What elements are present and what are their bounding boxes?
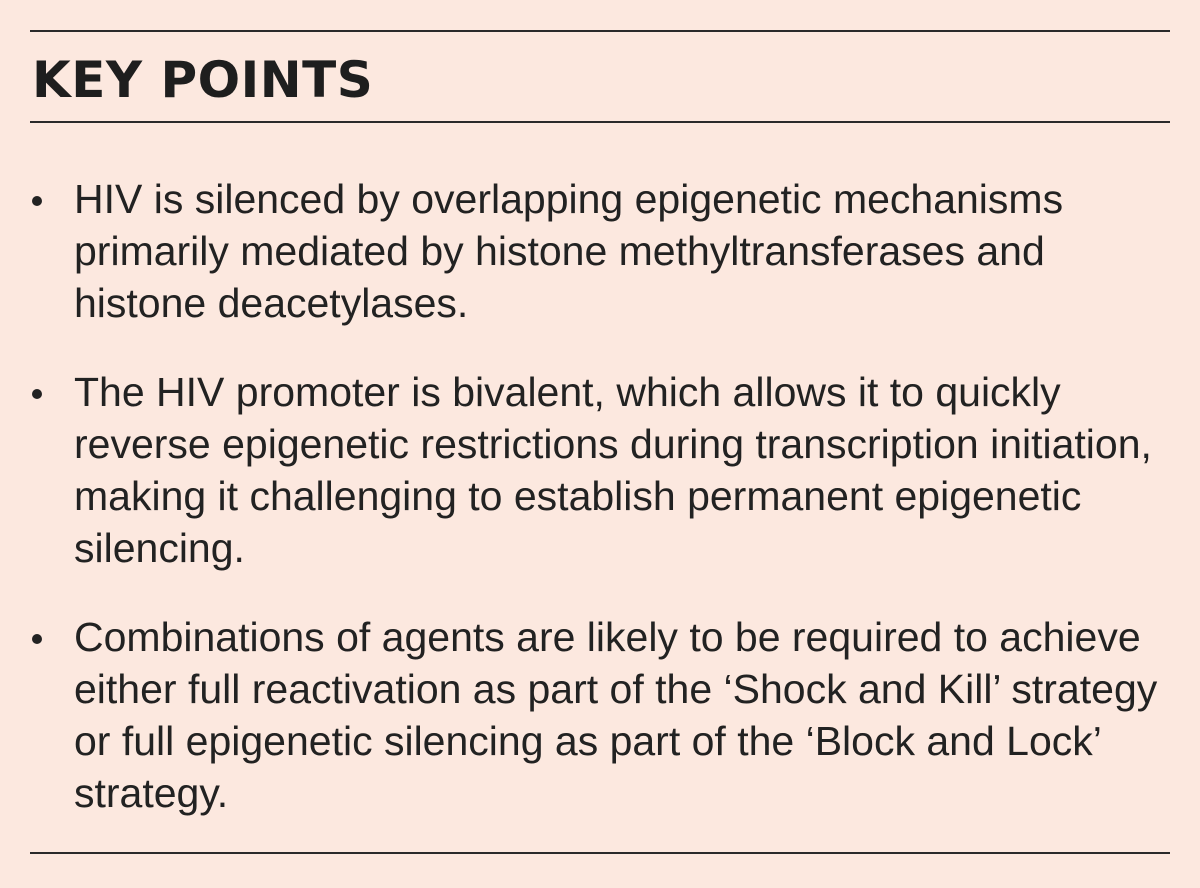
key-point-item [30, 611, 1170, 819]
key-point-item [30, 366, 1170, 574]
key-points-title: KEY POINTS [32, 51, 374, 109]
top-divider [30, 30, 1170, 32]
key-point-text: Combinations of agents are likely to be required to achieve either full reactivation as part of the ‘Shock and Kill’ strategy or full epigenetic silencing as part of the ‘Block and Lock’ strategy. [74, 614, 1158, 816]
key-point-text: HIV is silenced by overlapping epigenetic mechanisms primarily mediated by histone methyltransferases and histone deacetylases. [74, 176, 1064, 326]
key-points-list [30, 173, 1170, 856]
bullet-icon [32, 196, 42, 206]
key-point-text: The HIV promoter is bivalent, which allows it to quickly reverse epigenetic restrictions during transcription initiation, making it challenging to establish permanent epigenetic silencing. [74, 369, 1152, 571]
bullet-icon [32, 634, 42, 644]
key-point-item [30, 173, 1170, 329]
title-divider [30, 121, 1170, 123]
bottom-divider [30, 852, 1170, 854]
bullet-icon [32, 389, 42, 399]
